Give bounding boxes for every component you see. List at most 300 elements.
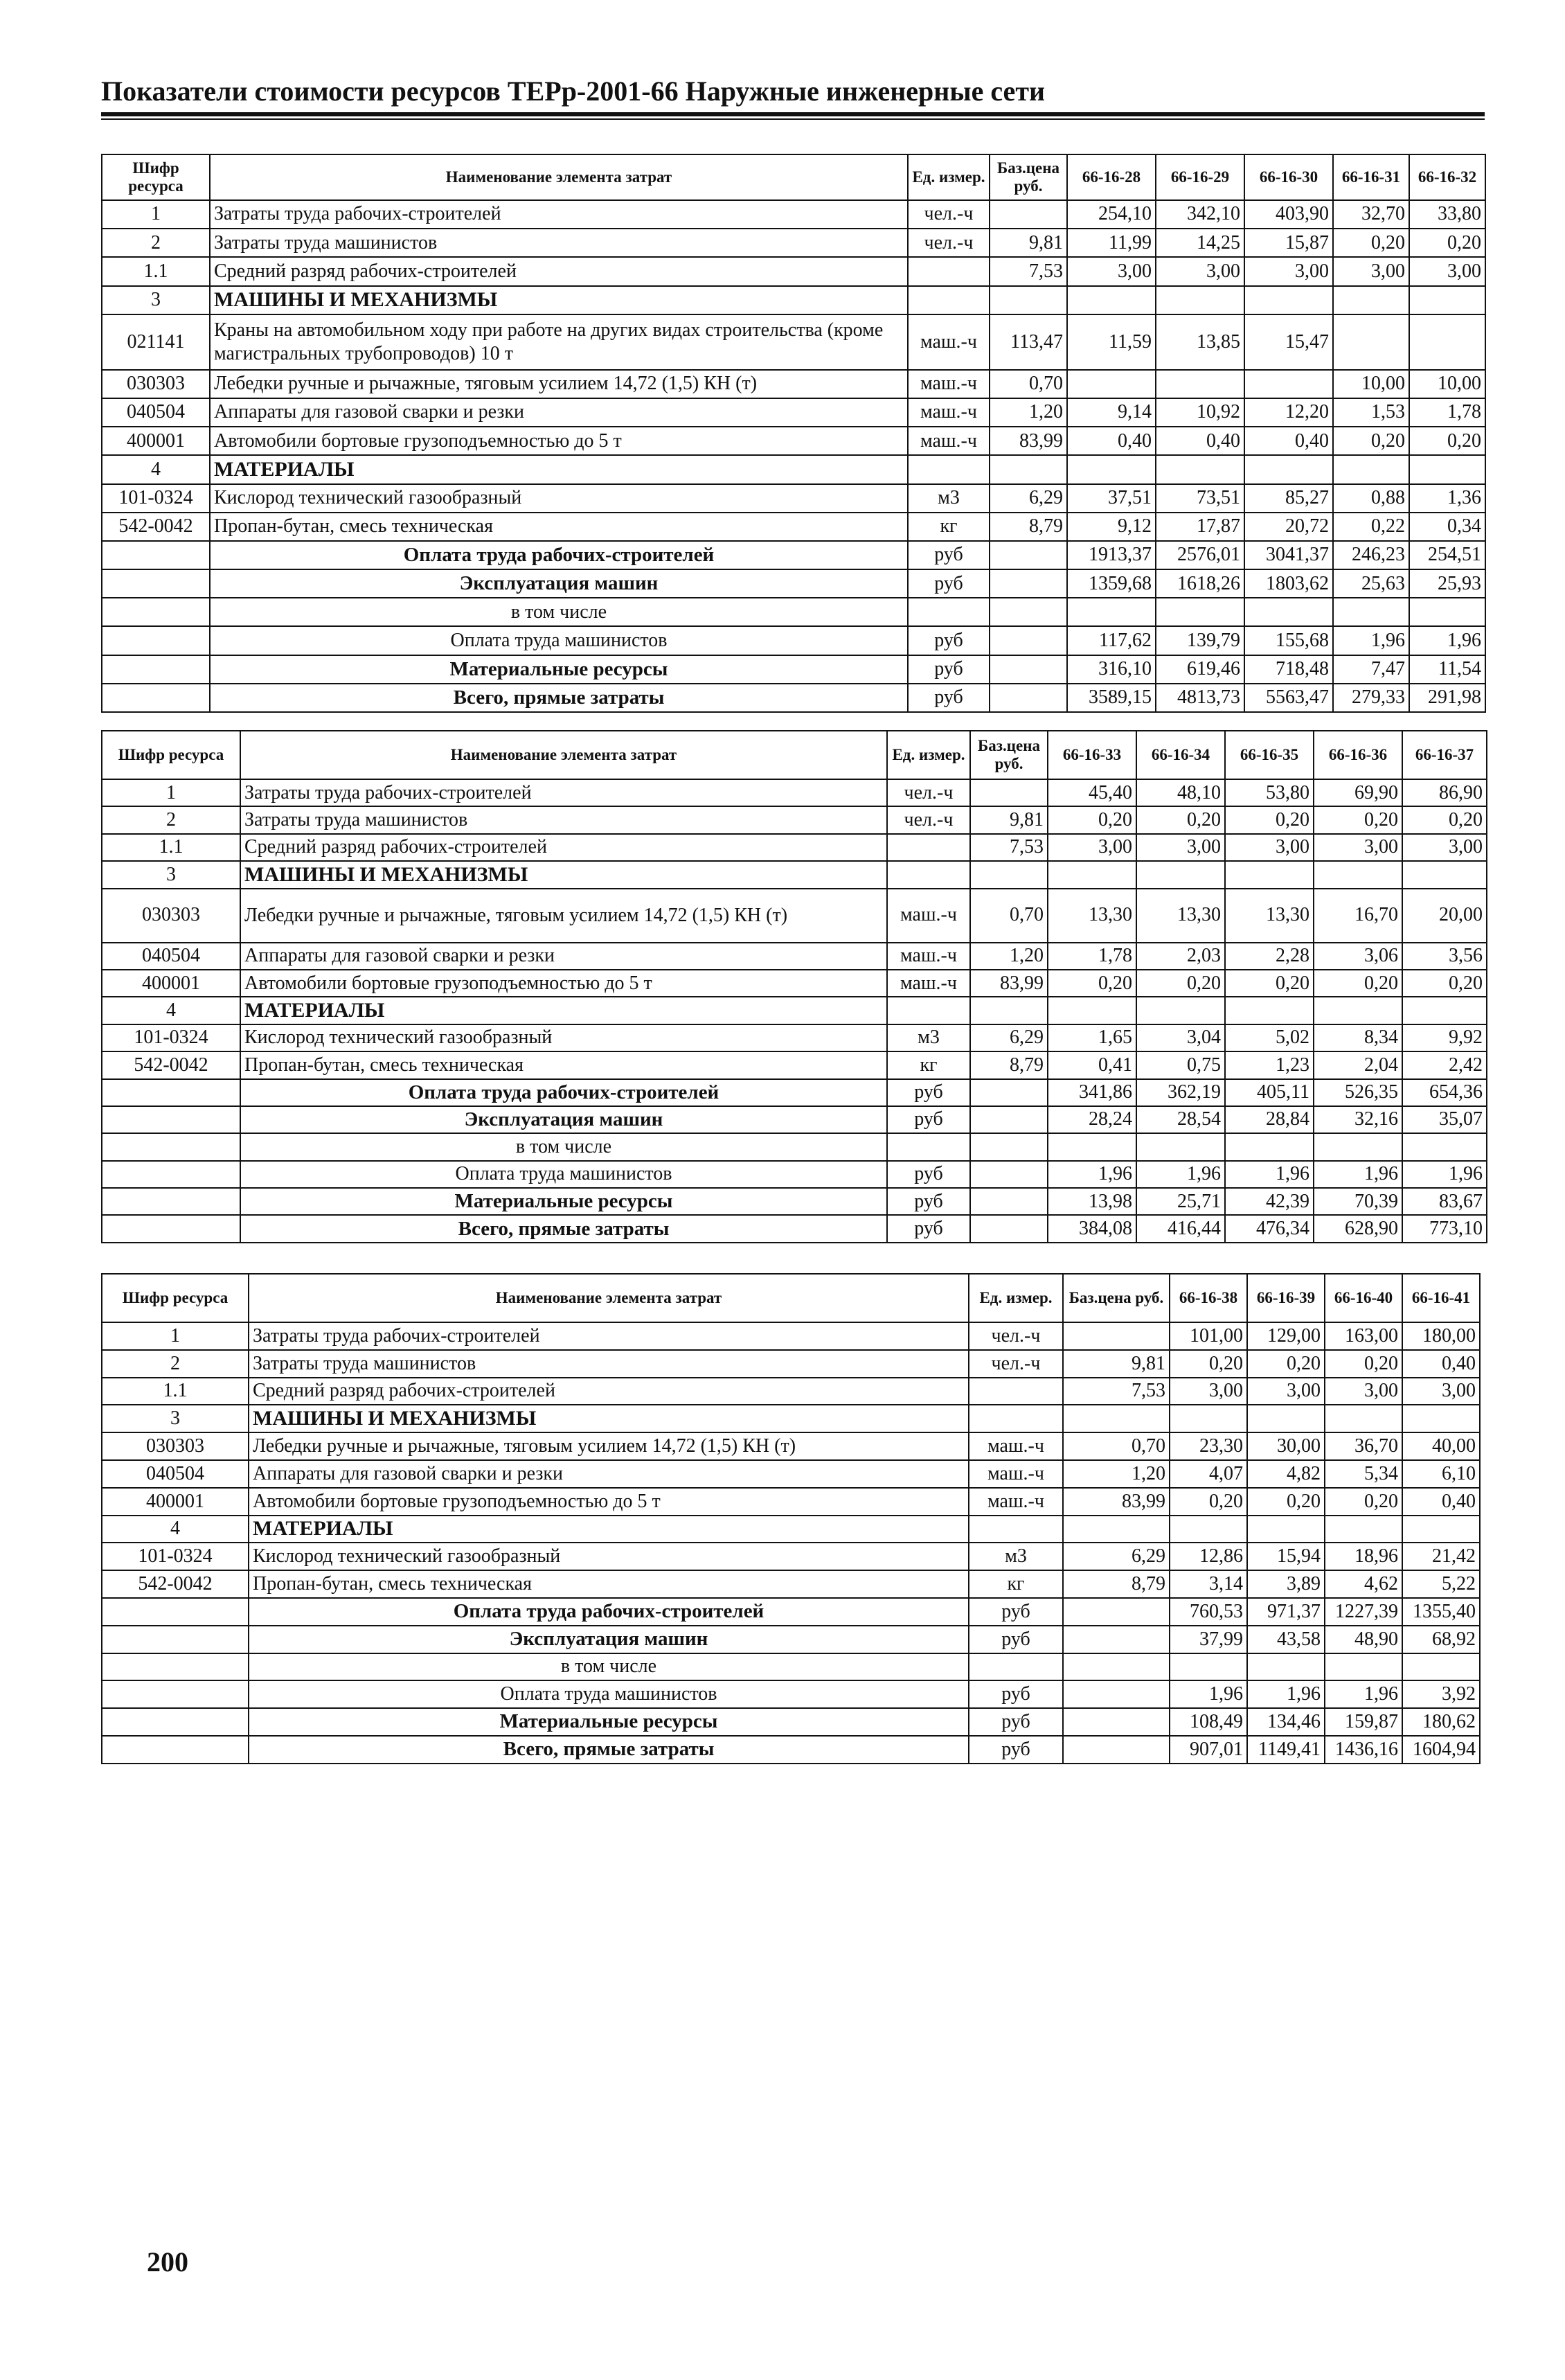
unit-cell: маш.-ч <box>969 1488 1063 1516</box>
resource-code-cell: 030303 <box>102 1432 249 1460</box>
unit-cell <box>887 861 970 888</box>
base-price-cell <box>970 1188 1048 1215</box>
norm-value-cell: 0,20 <box>1402 970 1487 997</box>
norm-value-cell <box>1333 286 1409 314</box>
cost-element-name-cell: Пропан-бутан, смесь техническая <box>249 1570 969 1598</box>
norm-value-cell: 0,20 <box>1314 970 1402 997</box>
norm-value-cell: 18,96 <box>1325 1543 1402 1570</box>
norm-value-cell: 1,36 <box>1409 484 1485 513</box>
resource-code-cell <box>102 1708 249 1736</box>
norm-value-cell: 15,94 <box>1247 1543 1325 1570</box>
norm-value-cell <box>1156 598 1244 626</box>
title-rule <box>101 112 1485 116</box>
resource-row <box>102 513 1485 541</box>
summary-row <box>102 1215 1487 1242</box>
base-price-cell <box>1063 1626 1170 1653</box>
norm-value-cell: 0,20 <box>1314 806 1402 833</box>
norm-value-cell: 1,65 <box>1048 1024 1136 1051</box>
unit-cell: кг <box>908 513 990 541</box>
cost-element-name-cell: Всего, прямые затраты <box>249 1736 969 1764</box>
unit-cell: руб <box>887 1188 970 1215</box>
norm-value-cell: 2,28 <box>1225 943 1314 970</box>
norm-value-cell: 526,35 <box>1314 1079 1402 1106</box>
unit-cell: кг <box>887 1051 970 1078</box>
summary-row <box>102 1626 1480 1653</box>
norm-value-cell: 2576,01 <box>1156 541 1244 569</box>
norm-value-cell <box>1067 598 1156 626</box>
cost-element-name-cell: Всего, прямые затраты <box>240 1215 887 1242</box>
norm-value-cell: 254,51 <box>1409 541 1485 569</box>
base-price-cell <box>1063 1516 1170 1543</box>
norm-value-cell: 33,80 <box>1409 200 1485 229</box>
column-header: 66-16-38 <box>1170 1274 1247 1322</box>
norm-value-cell <box>1225 1133 1314 1160</box>
norm-value-cell: 30,00 <box>1247 1432 1325 1460</box>
norm-value-cell: 70,39 <box>1314 1188 1402 1215</box>
unit-cell: чел.-ч <box>969 1322 1063 1350</box>
norm-value-cell: 12,20 <box>1244 398 1333 427</box>
cost-element-name-cell: Затраты труда машинистов <box>210 229 908 257</box>
norm-value-cell: 619,46 <box>1156 655 1244 684</box>
norm-value-cell: 0,20 <box>1333 427 1409 455</box>
resource-code-cell <box>102 1653 249 1681</box>
cost-element-name-cell: Автомобили бортовые грузоподъемностью до 5 т <box>210 427 908 455</box>
unit-cell: руб <box>969 1736 1063 1764</box>
resource-table-3 <box>101 1273 1481 1764</box>
base-price-cell <box>990 286 1067 314</box>
column-header: Ед. измер. <box>969 1274 1063 1322</box>
norm-value-cell: 3,04 <box>1136 1024 1225 1051</box>
norm-value-cell <box>1314 861 1402 888</box>
norm-value-cell: 13,30 <box>1136 889 1225 943</box>
resource-code-cell: 040504 <box>102 943 240 970</box>
cost-element-name-cell: МАШИНЫ И МЕХАНИЗМЫ <box>240 861 887 888</box>
norm-value-cell: 1913,37 <box>1067 541 1156 569</box>
norm-value-cell <box>1156 370 1244 398</box>
cost-element-name-cell: Кислород технический газообразный <box>249 1543 969 1570</box>
base-price-cell <box>990 684 1067 712</box>
base-price-cell: 0,70 <box>970 889 1048 943</box>
norm-value-cell: 1149,41 <box>1247 1736 1325 1764</box>
norm-value-cell <box>1136 861 1225 888</box>
norm-value-cell: 1,96 <box>1314 1161 1402 1188</box>
cost-element-name-cell: Средний разряд рабочих-строителей <box>249 1378 969 1405</box>
cost-element-name-cell: Затраты труда машинистов <box>249 1350 969 1378</box>
table-header-row <box>102 154 1485 200</box>
resource-row <box>102 229 1485 257</box>
norm-value-cell: 0,20 <box>1048 970 1136 997</box>
norm-value-cell: 3,00 <box>1247 1378 1325 1405</box>
norm-value-cell: 13,98 <box>1048 1188 1136 1215</box>
cost-element-name-cell: Оплата труда машинистов <box>249 1680 969 1708</box>
unit-cell: маш.-ч <box>887 943 970 970</box>
resource-code-cell: 101-0324 <box>102 484 210 513</box>
unit-cell: руб <box>908 655 990 684</box>
resource-code-cell: 040504 <box>102 398 210 427</box>
base-price-cell <box>990 598 1067 626</box>
base-price-cell <box>990 655 1067 684</box>
base-price-cell: 0,70 <box>1063 1432 1170 1460</box>
resource-code-cell: 101-0324 <box>102 1024 240 1051</box>
norm-value-cell: 17,87 <box>1156 513 1244 541</box>
resource-table-grid <box>101 730 1487 1243</box>
cost-element-name-cell: Материальные ресурсы <box>240 1188 887 1215</box>
summary-row <box>102 655 1485 684</box>
unit-cell: чел.-ч <box>887 779 970 806</box>
norm-value-cell: 10,00 <box>1409 370 1485 398</box>
norm-value-cell: 907,01 <box>1170 1736 1247 1764</box>
norm-value-cell: 16,70 <box>1314 889 1402 943</box>
section-row <box>102 1405 1480 1432</box>
resource-row <box>102 370 1485 398</box>
norm-value-cell: 73,51 <box>1156 484 1244 513</box>
resource-code-cell: 1 <box>102 779 240 806</box>
norm-value-cell: 3,00 <box>1225 834 1314 861</box>
norm-value-cell: 773,10 <box>1402 1215 1487 1242</box>
unit-cell: чел.-ч <box>908 200 990 229</box>
norm-value-cell <box>1325 1405 1402 1432</box>
base-price-cell: 1,20 <box>970 943 1048 970</box>
norm-value-cell: 7,47 <box>1333 655 1409 684</box>
base-price-cell: 9,81 <box>990 229 1067 257</box>
norm-value-cell: 35,07 <box>1402 1106 1487 1133</box>
cost-element-name-cell: Кислород технический газообразный <box>210 484 908 513</box>
cost-element-name-cell: Эксплуатация машин <box>249 1626 969 1653</box>
norm-value-cell: 3,00 <box>1402 834 1487 861</box>
unit-cell <box>908 257 990 285</box>
cost-element-name-cell: Эксплуатация машин <box>240 1106 887 1133</box>
cost-element-name-cell: в том числе <box>249 1653 969 1681</box>
summary-row <box>102 1680 1480 1708</box>
resource-row <box>102 889 1487 943</box>
resource-code-cell <box>102 1188 240 1215</box>
resource-code-cell: 2 <box>102 229 210 257</box>
resource-code-cell: 400001 <box>102 970 240 997</box>
unit-cell: м3 <box>969 1543 1063 1570</box>
norm-value-cell <box>1048 1133 1136 1160</box>
norm-value-cell: 1,96 <box>1048 1161 1136 1188</box>
cost-element-name-cell: Пропан-бутан, смесь техническая <box>240 1051 887 1078</box>
column-header: 66-16-33 <box>1048 731 1136 779</box>
summary-row <box>102 598 1485 626</box>
norm-value-cell: 14,25 <box>1156 229 1244 257</box>
base-price-cell <box>970 1133 1048 1160</box>
cost-element-name-cell: Лебедки ручные и рычажные, тяговым усилием 14,72 (1,5) КН (т) <box>240 889 887 943</box>
column-header: 66-16-41 <box>1402 1274 1480 1322</box>
resource-table-grid <box>101 154 1486 713</box>
unit-cell <box>908 598 990 626</box>
norm-value-cell <box>1409 286 1485 314</box>
cost-element-name-cell: МАТЕРИАЛЫ <box>249 1516 969 1543</box>
cost-element-name-cell: Затраты труда рабочих-строителей <box>210 200 908 229</box>
norm-value-cell: 1,96 <box>1170 1680 1247 1708</box>
norm-value-cell: 180,00 <box>1402 1322 1480 1350</box>
section-row <box>102 455 1485 483</box>
norm-value-cell: 1803,62 <box>1244 569 1333 598</box>
norm-value-cell: 9,12 <box>1067 513 1156 541</box>
norm-value-cell: 1,96 <box>1136 1161 1225 1188</box>
base-price-cell: 1,20 <box>990 398 1067 427</box>
norm-value-cell <box>1402 1405 1480 1432</box>
resource-code-cell <box>102 1215 240 1242</box>
cost-element-name-cell: Аппараты для газовой сварки и резки <box>210 398 908 427</box>
base-price-cell: 7,53 <box>990 257 1067 285</box>
resource-code-cell <box>102 1680 249 1708</box>
cost-element-name-cell: Средний разряд рабочих-строителей <box>240 834 887 861</box>
norm-value-cell <box>1225 997 1314 1024</box>
norm-value-cell: 1,53 <box>1333 398 1409 427</box>
table-header-row <box>102 1274 1480 1322</box>
norm-value-cell: 1,96 <box>1333 626 1409 655</box>
unit-cell: руб <box>969 1626 1063 1653</box>
norm-value-cell <box>1314 1133 1402 1160</box>
norm-value-cell: 403,90 <box>1244 200 1333 229</box>
unit-cell: руб <box>887 1215 970 1242</box>
norm-value-cell: 279,33 <box>1333 684 1409 712</box>
norm-value-cell: 3,00 <box>1156 257 1244 285</box>
norm-value-cell <box>1314 997 1402 1024</box>
base-price-cell: 8,79 <box>970 1051 1048 1078</box>
norm-value-cell: 971,37 <box>1247 1598 1325 1626</box>
norm-value-cell: 1,78 <box>1409 398 1485 427</box>
norm-value-cell: 1,96 <box>1409 626 1485 655</box>
cost-element-name-cell: Оплата труда рабочих-строителей <box>210 541 908 569</box>
norm-value-cell: 3,00 <box>1136 834 1225 861</box>
unit-cell: маш.-ч <box>887 970 970 997</box>
cost-element-name-cell: МАШИНЫ И МЕХАНИЗМЫ <box>249 1405 969 1432</box>
resource-code-cell: 3 <box>102 1405 249 1432</box>
base-price-cell <box>990 455 1067 483</box>
norm-value-cell <box>1067 286 1156 314</box>
norm-value-cell <box>1244 455 1333 483</box>
norm-value-cell <box>1067 370 1156 398</box>
resource-row <box>102 398 1485 427</box>
norm-value-cell: 1359,68 <box>1067 569 1156 598</box>
resource-row <box>102 970 1487 997</box>
resource-row <box>102 834 1487 861</box>
base-price-cell: 83,99 <box>1063 1488 1170 1516</box>
resource-row <box>102 1322 1480 1350</box>
norm-value-cell: 342,10 <box>1156 200 1244 229</box>
norm-value-cell: 291,98 <box>1409 684 1485 712</box>
column-header: 66-16-32 <box>1409 154 1485 200</box>
norm-value-cell <box>1402 861 1487 888</box>
norm-value-cell: 6,10 <box>1402 1460 1480 1488</box>
resource-code-cell <box>102 1133 240 1160</box>
cost-element-name-cell: в том числе <box>210 598 908 626</box>
column-header: 66-16-29 <box>1156 154 1244 200</box>
cost-element-name-cell: Автомобили бортовые грузоподъемностью до 5 т <box>249 1488 969 1516</box>
norm-value-cell: 316,10 <box>1067 655 1156 684</box>
base-price-cell <box>990 626 1067 655</box>
base-price-cell <box>1063 1322 1170 1350</box>
norm-value-cell: 3,00 <box>1067 257 1156 285</box>
norm-value-cell: 25,93 <box>1409 569 1485 598</box>
title-rule-thin <box>101 118 1485 120</box>
norm-value-cell: 45,40 <box>1048 779 1136 806</box>
norm-value-cell <box>1247 1516 1325 1543</box>
norm-value-cell: 13,30 <box>1225 889 1314 943</box>
norm-value-cell <box>1244 286 1333 314</box>
norm-value-cell: 69,90 <box>1314 779 1402 806</box>
norm-value-cell <box>1170 1516 1247 1543</box>
cost-element-name-cell: МАТЕРИАЛЫ <box>210 455 908 483</box>
resource-code-cell: 542-0042 <box>102 1051 240 1078</box>
resource-code-cell: 542-0042 <box>102 1570 249 1598</box>
norm-value-cell: 405,11 <box>1225 1079 1314 1106</box>
resource-row <box>102 1460 1480 1488</box>
resource-row <box>102 1488 1480 1516</box>
unit-cell: маш.-ч <box>969 1432 1063 1460</box>
unit-cell <box>969 1653 1063 1681</box>
cost-element-name-cell: Затраты труда рабочих-строителей <box>240 779 887 806</box>
norm-value-cell: 86,90 <box>1402 779 1487 806</box>
norm-value-cell: 13,30 <box>1048 889 1136 943</box>
norm-value-cell: 1,78 <box>1048 943 1136 970</box>
norm-value-cell: 3041,37 <box>1244 541 1333 569</box>
unit-cell <box>887 1133 970 1160</box>
column-header: Наименование элемента затрат <box>249 1274 969 1322</box>
resource-code-cell: 400001 <box>102 427 210 455</box>
norm-value-cell: 3,00 <box>1048 834 1136 861</box>
unit-cell: руб <box>969 1598 1063 1626</box>
cost-element-name-cell: Оплата труда машинистов <box>240 1161 887 1188</box>
norm-value-cell: 3,14 <box>1170 1570 1247 1598</box>
norm-value-cell: 1227,39 <box>1325 1598 1402 1626</box>
norm-value-cell: 32,16 <box>1314 1106 1402 1133</box>
norm-value-cell: 83,67 <box>1402 1188 1487 1215</box>
norm-value-cell: 108,49 <box>1170 1708 1247 1736</box>
cost-element-name-cell: Лебедки ручные и рычажные, тяговым усилием 14,72 (1,5) КН (т) <box>210 370 908 398</box>
norm-value-cell: 0,40 <box>1067 427 1156 455</box>
section-row <box>102 286 1485 314</box>
cost-element-name-cell: в том числе <box>240 1133 887 1160</box>
resource-code-cell: 1.1 <box>102 1378 249 1405</box>
summary-row <box>102 1133 1487 1160</box>
resource-code-cell <box>102 1106 240 1133</box>
base-price-cell: 9,81 <box>1063 1350 1170 1378</box>
resource-code-cell: 4 <box>102 455 210 483</box>
unit-cell: руб <box>887 1106 970 1133</box>
norm-value-cell <box>1225 861 1314 888</box>
base-price-cell: 6,29 <box>1063 1543 1170 1570</box>
resource-row <box>102 1378 1480 1405</box>
unit-cell: руб <box>887 1079 970 1106</box>
resource-code-cell: 021141 <box>102 314 210 370</box>
norm-value-cell: 5563,47 <box>1244 684 1333 712</box>
norm-value-cell <box>1409 455 1485 483</box>
base-price-cell <box>1063 1405 1170 1432</box>
unit-cell: чел.-ч <box>887 806 970 833</box>
norm-value-cell: 246,23 <box>1333 541 1409 569</box>
norm-value-cell: 180,62 <box>1402 1708 1480 1736</box>
norm-value-cell: 0,40 <box>1402 1350 1480 1378</box>
norm-value-cell <box>1409 598 1485 626</box>
norm-value-cell: 341,86 <box>1048 1079 1136 1106</box>
cost-element-name-cell: МАТЕРИАЛЫ <box>240 997 887 1024</box>
resource-code-cell: 400001 <box>102 1488 249 1516</box>
resource-code-cell <box>102 684 210 712</box>
norm-value-cell: 129,00 <box>1247 1322 1325 1350</box>
norm-value-cell <box>1333 598 1409 626</box>
norm-value-cell: 1,96 <box>1225 1161 1314 1188</box>
summary-row <box>102 684 1485 712</box>
resource-code-cell <box>102 1598 249 1626</box>
norm-value-cell: 4813,73 <box>1156 684 1244 712</box>
cost-element-name-cell: Затраты труда машинистов <box>240 806 887 833</box>
section-row <box>102 1516 1480 1543</box>
cost-element-name-cell: Затраты труда рабочих-строителей <box>249 1322 969 1350</box>
resource-code-cell <box>102 655 210 684</box>
norm-value-cell: 134,46 <box>1247 1708 1325 1736</box>
resource-row <box>102 1570 1480 1598</box>
cost-element-name-cell: Кислород технический газообразный <box>240 1024 887 1051</box>
norm-value-cell <box>1402 997 1487 1024</box>
summary-row <box>102 1188 1487 1215</box>
norm-value-cell: 28,54 <box>1136 1106 1225 1133</box>
resource-code-cell: 2 <box>102 1350 249 1378</box>
summary-row <box>102 1708 1480 1736</box>
resource-code-cell: 4 <box>102 1516 249 1543</box>
norm-value-cell: 25,71 <box>1136 1188 1225 1215</box>
norm-value-cell: 48,90 <box>1325 1626 1402 1653</box>
norm-value-cell: 117,62 <box>1067 626 1156 655</box>
summary-row <box>102 1079 1487 1106</box>
norm-value-cell: 8,34 <box>1314 1024 1402 1051</box>
unit-cell: маш.-ч <box>887 889 970 943</box>
norm-value-cell: 0,20 <box>1136 970 1225 997</box>
resource-code-cell <box>102 1079 240 1106</box>
column-header: 66-16-36 <box>1314 731 1402 779</box>
column-header: Шифр ресурса <box>102 731 240 779</box>
resource-row <box>102 200 1485 229</box>
base-price-cell: 113,47 <box>990 314 1067 370</box>
resource-code-cell: 3 <box>102 861 240 888</box>
unit-cell: руб <box>969 1708 1063 1736</box>
norm-value-cell: 1,96 <box>1325 1680 1402 1708</box>
cost-element-name-cell: МАШИНЫ И МЕХАНИЗМЫ <box>210 286 908 314</box>
norm-value-cell: 0,40 <box>1156 427 1244 455</box>
base-price-cell <box>970 1079 1048 1106</box>
resource-code-cell <box>102 541 210 569</box>
base-price-cell <box>990 569 1067 598</box>
resource-row <box>102 1543 1480 1570</box>
resource-table-1 <box>101 154 1486 713</box>
norm-value-cell <box>1156 286 1244 314</box>
norm-value-cell: 0,20 <box>1409 427 1485 455</box>
norm-value-cell: 15,87 <box>1244 229 1333 257</box>
base-price-cell <box>1063 1680 1170 1708</box>
unit-cell <box>908 286 990 314</box>
cost-element-name-cell: Всего, прямые затраты <box>210 684 908 712</box>
norm-value-cell: 139,79 <box>1156 626 1244 655</box>
resource-code-cell: 3 <box>102 286 210 314</box>
norm-value-cell: 48,10 <box>1136 779 1225 806</box>
cost-element-name-cell: Аппараты для газовой сварки и резки <box>240 943 887 970</box>
unit-cell: маш.-ч <box>969 1460 1063 1488</box>
norm-value-cell <box>1409 314 1485 370</box>
norm-value-cell: 0,20 <box>1225 806 1314 833</box>
column-header: Баз.цена руб. <box>1063 1274 1170 1322</box>
norm-value-cell: 0,20 <box>1225 970 1314 997</box>
norm-value-cell <box>1067 455 1156 483</box>
resource-code-cell <box>102 626 210 655</box>
norm-value-cell: 0,20 <box>1325 1488 1402 1516</box>
norm-value-cell: 28,84 <box>1225 1106 1314 1133</box>
unit-cell <box>887 834 970 861</box>
norm-value-cell <box>1402 1516 1480 1543</box>
norm-value-cell <box>1136 1133 1225 1160</box>
